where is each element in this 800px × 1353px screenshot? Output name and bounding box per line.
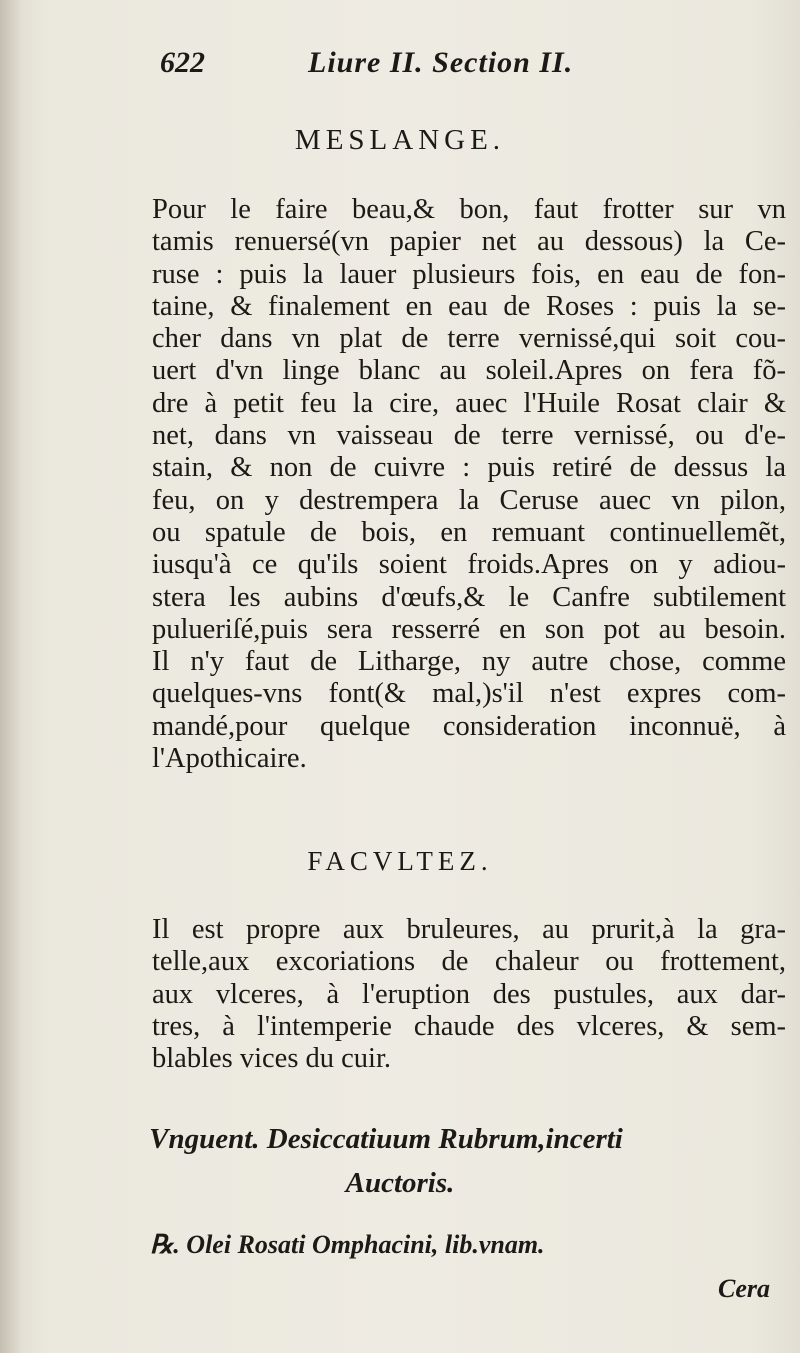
text-line: stain, & non de cuivre : puis retiré de dessus la [152,452,786,484]
text-line: dre à petit feu la cire, auec l'Huile Rosat clair & [152,387,786,419]
recipe-title: Vnguent. Desiccatiuum Rubrum,incerti [149,1123,623,1155]
text-line: Il est propre aux bruleures, au prurit,à la gra- [152,914,786,945]
text-line: tamis renuersé(vn papier net au dessous) la Ce- [152,226,786,258]
text-line: stera les aubins d'œufs,& le Canfre subtilement [152,581,786,613]
section-heading-meslange: MESLANGE. [294,124,506,156]
recipe-title-author: Auctoris. [345,1167,455,1199]
recipe-ingredient: ℞. Olei Rosati Omphacini, lib.vnam. [150,1230,545,1259]
paragraph-preparation [152,194,786,775]
text-line: Il n'y faut de Litharge, ny autre chose, comme [152,646,786,678]
text-line: pulueriſé,puis sera resserré en son pot au besoin. [152,613,786,645]
text-line: l'Apothicaire. [152,743,307,775]
section-heading-facultez: FACVLTEZ. [307,846,493,876]
text-line: ruse : puis la lauer plusieurs fois, en eau de fon- [152,258,786,290]
text-line: quelques-vns font(& mal,)s'il n'est expres com- [152,678,786,710]
text-line: blables vices du cuir. [152,1043,392,1075]
text-line: uert d'vn linge blanc au soleil.Apres on fera fõ- [152,355,786,387]
text-line: aux vlceres, à l'eruption des pustules, aux dar- [152,978,786,1010]
text-line: Pour le faire beau,& bon, faut frotter sur vn [152,194,786,225]
text-line: mandé,pour quelque consideration inconnuë, à [152,710,786,742]
page-header [160,46,680,86]
text-line: taine, & finalement en eau de Roses : puis la se- [152,290,786,322]
text-line: iusqu'à ce qu'ils soient froids.Apres on y adiou- [152,549,786,581]
text-line: cher dans vn plat de terre vernissé,qui soit cou- [152,323,786,355]
text-line: tres, à l'intemperie chaude des vlceres, & sem- [152,1010,786,1042]
page-number: 622 [160,46,205,79]
catchword: Cera [718,1274,770,1303]
paragraph-faculties [152,914,786,1075]
running-head: Liure II. Section II. [308,46,574,79]
text-line: ou spatule de bois, en remuant continuellemẽt, [152,516,786,548]
text-line: net, dans vn vaisseau de terre vernissé, ou d'e- [152,420,786,452]
text-line: feu, on y destrempera la Ceruse auec vn pilon, [152,484,786,516]
text-line: telle,aux excoriations de chaleur ou frottement, [152,946,786,978]
